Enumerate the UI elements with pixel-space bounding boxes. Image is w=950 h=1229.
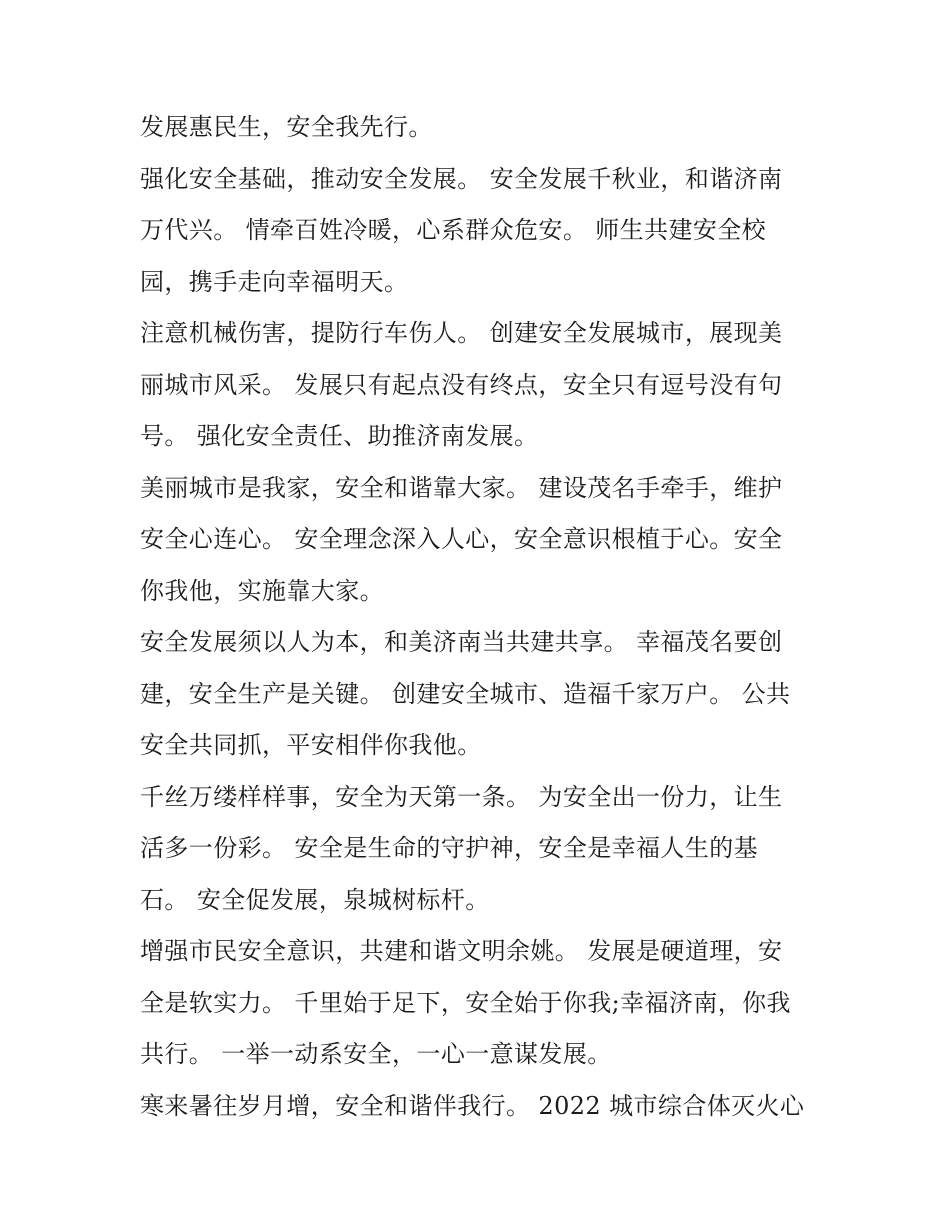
text-line: 号。 强化安全责任、助推济南发展。 [140, 422, 539, 450]
text-line: 发展惠民生，安全我先行。 [140, 113, 433, 141]
text-line: 万代兴。 情牵百姓冷暖，心系群众危安。 师生共建安全校 [140, 216, 767, 244]
text-line: 美丽城市是我家，安全和谐靠大家。 建设茂名手牵手，维护 [140, 473, 783, 502]
text-line: 建，安全生产是关键。 创建安全城市、造福千家万户。 公共 [140, 679, 791, 708]
text-line: 丽城市风采。 发展只有起点没有终点，安全只有逗号没有句 [140, 370, 783, 399]
text-line: 注意机械伤害，提防行车伤人。 创建安全发展城市，展现美 [140, 319, 783, 347]
text-line: 增强市民安全意识，共建和谐文明余姚。 发展是硬道理，安 [140, 937, 783, 965]
text-line: 安全共同抓，平安相伴你我他。 [140, 731, 482, 759]
text-line: 石。 安全促发展，泉城树标杆。 [140, 885, 490, 914]
document-body [140, 102, 805, 1132]
text-line: 千丝万缕样样事，安全为天第一条。 为安全出一份力，让生 [140, 782, 783, 811]
text-line: 安全心连心。 安全理念深入人心，安全意识根植于心。安全 [140, 525, 783, 553]
text-line: 寒来暑往岁月增，安全和谐伴我行。 2022 城市综合体灭火心 [140, 1091, 805, 1120]
text-line: 你我他，实施靠大家。 [140, 576, 384, 605]
text-line: 共行。 一举一动系安全，一心一意谋发展。 [140, 1040, 612, 1068]
text-line: 全是软实力。 千里始于足下，安全始于你我;幸福济南，你我 [140, 988, 791, 1017]
text-line: 园，携手走向幸福明天。 [140, 267, 409, 296]
text-line: 强化安全基础，推动安全发展。 安全发展千秋业，和谐济南 [140, 164, 783, 193]
text-line: 活多一份彩。 安全是生命的守护神，安全是幸福人生的基 [140, 834, 759, 862]
text-line: 安全发展须以人为本，和美济南当共建共享。 幸福茂名要创 [140, 628, 783, 656]
